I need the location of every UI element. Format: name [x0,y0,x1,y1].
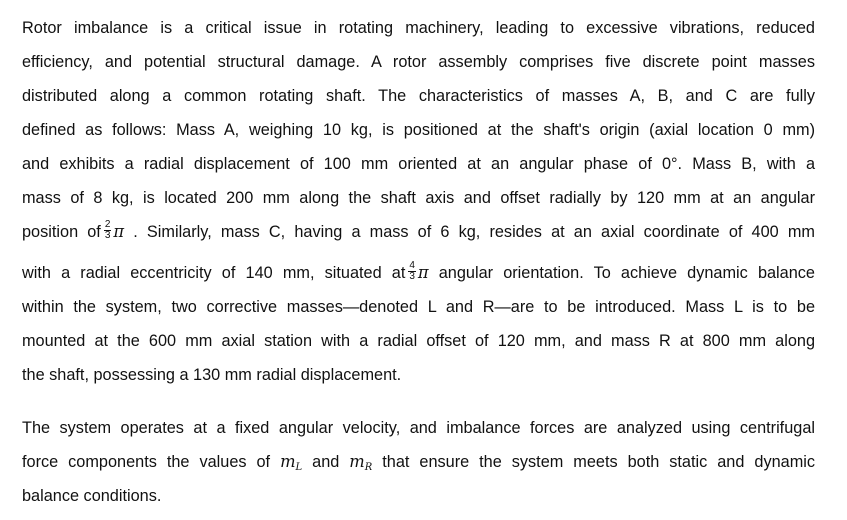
text-segment: force components the values of [22,453,271,471]
text-line: the shaft, possessing a 130 mm radial displacement. [22,366,402,384]
fraction-denominator: 3 [104,230,111,242]
text-segment: angular orientation. To achieve dynamic balance [438,264,815,282]
text-line-with-fraction [22,219,815,263]
text-line: balance conditions. [22,487,162,505]
paragraph-question [22,418,815,520]
text-segment: position of [22,223,101,241]
text-line: The system operates at a fixed angular velocity, and imbalance forces are analyzed using centrifugal [22,419,815,437]
text-segment: with a radial eccentricity of 140 mm, situated at [22,264,406,282]
text-segment: that ensure the system meets both static and dynamic [382,453,816,471]
variable-subscript: L [295,462,303,473]
pi-symbol: π [113,222,125,241]
text-line: defined as follows: Mass A, weighing 10 kg, is positioned at the shaft's origin (axial location 0 mm) [22,121,815,139]
text-line-with-variables [22,452,815,486]
paragraph-problem-statement [22,18,815,399]
text-line: within the system, two corrective masses—denoted L and R—are to be introduced. Mass L is to be [22,298,815,316]
pi-symbol: π [417,263,429,282]
variable-subscript: R [364,462,373,473]
text-line: distributed along a common rotating shaft. The characteristics of masses A, B, and C are fully [22,87,815,105]
text-segment: . Similarly, mass C, having a mass of 6 kg, resides at an axial coordinate of 400 mm [133,223,815,241]
variable-m-l [280,452,302,471]
fraction-denominator: 3 [409,271,415,283]
text-segment: and [312,453,340,471]
text-line: Rotor imbalance is a critical issue in rotating machinery, leading to excessive vibrations, reduced [22,19,815,37]
text-line: mounted at the 600 mm axial station with a radial offset of 120 mm, and mass R at 800 mm along [22,332,815,350]
fraction-two-thirds [104,220,112,241]
fraction-numerator: 4 [409,260,415,272]
variable-symbol: m [349,452,365,471]
fraction-numerator: 2 [104,219,111,231]
variable-m-r [349,452,372,471]
text-line-with-fraction [22,260,815,297]
text-line: mass of 8 kg, is located 200 mm along the shaft axis and offset radially by 120 mm at an angular [22,189,815,207]
text-line: and exhibits a radial displacement of 100 mm oriented at an angular phase of 0°. Mass B, with a [22,155,815,173]
text-line: efficiency, and potential structural damage. A rotor assembly comprises five discrete point masses [22,53,815,71]
variable-symbol: m [280,452,296,471]
fraction-four-thirds [408,261,416,282]
